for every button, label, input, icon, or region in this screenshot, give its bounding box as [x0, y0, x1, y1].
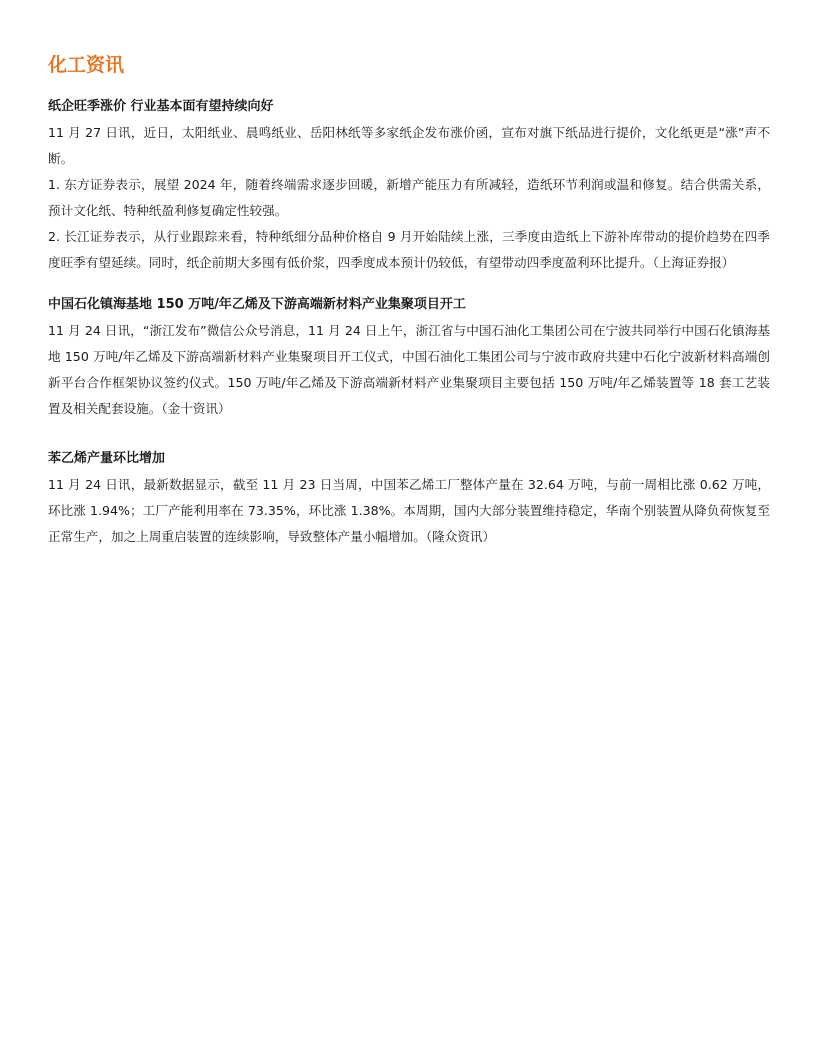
section-title: 化工资讯 — [48, 54, 125, 76]
article-paper-price — [48, 94, 770, 276]
article-paragraph: 11 月 24 日讯，最新数据显示，截至 11 月 23 日当周，中国苯乙烯工厂整体产量在 32.64 万吨，与前一周相比涨 0.62 万吨，环比涨 1.94%；工厂产能利用率在 73.35%，环比涨 1.38%。本周期，国内大部分装置维持稳定，华南个别装置从降负荷恢复至正常生产，加之上周重启装置的连续影响，导致整体产量小幅增加。（隆众资讯） — [48, 477, 770, 544]
article-title: 中国石化镇海基地 150 万吨/年乙烯及下游高端新材料产业集聚项目开工 — [48, 297, 466, 312]
article-title: 苯乙烯产量环比增加 — [48, 451, 166, 466]
article-paragraph: 1. 东方证券表示，展望 2024 年，随着终端需求逐步回暖，新增产能压力有所减轻，造纸环节利润或温和修复。结合供需关系，预计文化纸、特种纸盈利修复确定性较强。 — [48, 177, 770, 218]
article-zhenhai-ethylene — [48, 292, 770, 422]
article-paragraph: 11 月 27 日讯，近日，太阳纸业、晨鸣纸业、岳阳林纸等多家纸企发布涨价函，宣布对旗下纸品进行提价，文化纸更是“涨”声不断。 — [48, 125, 770, 166]
article-paragraph: 11 月 24 日讯，“浙江发布”微信公众号消息，11 月 24 日上午，浙江省与中国石油化工集团公司在宁波共同举行中国石化镇海基地 150 万吨/年乙烯及下游高端新材料产业集聚项目开工仪式，中国石油化工集团公司与宁波市政府共建中石化宁波新材料高端创新平台合作框架协议签约仪式。150 万吨/年乙烯及下游高端新材料产业集聚项目主要包括 150 万吨/年乙烯装置等 18 套工艺装置及相关配套设施。（金十资讯） — [48, 323, 770, 416]
document-page — [48, 50, 770, 550]
article-title: 纸企旺季涨价 行业基本面有望持续向好 — [48, 99, 274, 114]
article-paragraph: 2. 长江证券表示，从行业跟踪来看，特种纸细分品种价格自 9 月开始陆续上涨，三季度由造纸上下游补库带动的提价趋势在四季度旺季有望延续。同时，纸企前期大多囤有低价浆，四季度成本预计仍较低，有望带动四季度盈利环比提升。（上海证券报） — [48, 229, 770, 270]
article-styrene-output — [48, 446, 770, 550]
